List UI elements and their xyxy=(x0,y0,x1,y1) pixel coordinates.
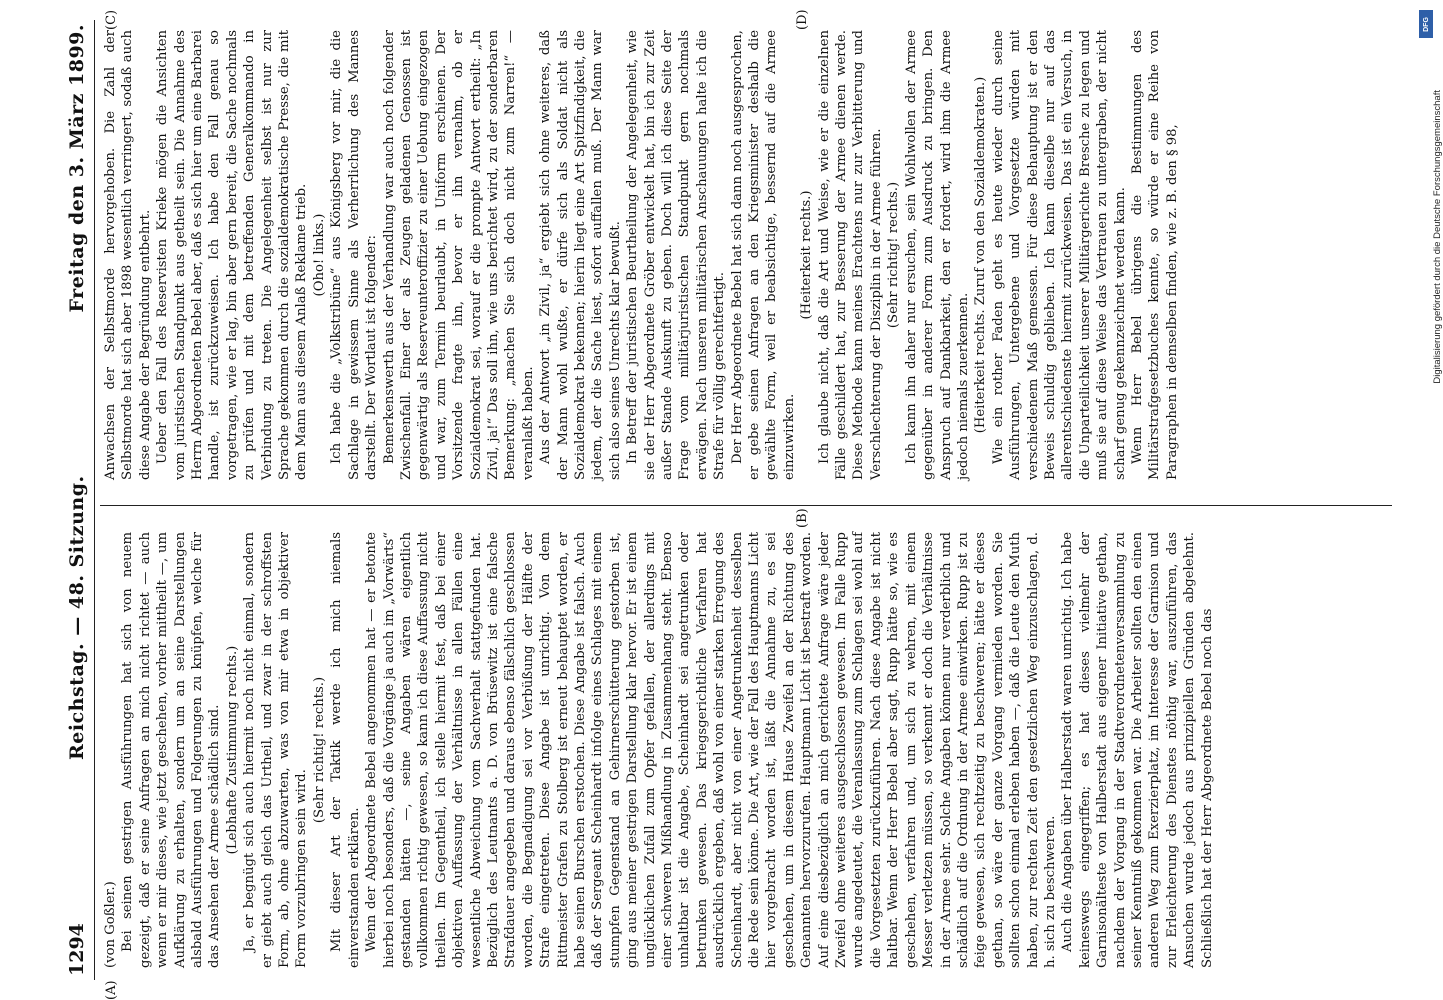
left-text-column xyxy=(102,532,1400,968)
dfg-sidebar xyxy=(1418,10,1443,990)
paragraph: (von Goßler.) xyxy=(103,881,118,968)
interjection: (Heiterkeit rechts.) xyxy=(799,190,815,320)
paragraph: Auch die Angaben über Halberstadt waren unrichtig. Ich habe keineswegs eingegriffen; es hat dieses vielmehr der Garnisonälteste von Halberstadt aus eigener Initiative gethan, nachdem der Vorgang in der Stadtverordnetenversammlung zu seiner Kenntniß gekommen war. Die Arbeiter sollten den einen anderen Weg zum Exerzierplatz, im Interesse der Garnison und zur Erleichterung des Dienstes nöthig war, auszuführen, das Ansuchen wurde jedoch aus prinzipiellen Gründen abgelehnt. Schließlich hat der Herr Abgeordnete Bebel noch das xyxy=(1060,532,1215,968)
paragraph: Ueber den Fall des Reservisten Krieke mögen die Ansichten vom juristischen Standpunkt aus getheilt sein. Die Annahme des Herrn Abgeordneten Bebel aber, daß es sich hier um eine Barbarei handle, ist zurückzuweisen. Ich habe den Fall genau so vorgetragen, wie er lag, bin aber gern bereit, die Sache nochmals zu prüfen und mit dem betreffenden Generalkommando in Verbindung zu treten. Die Angelegenheit selbst ist nur zur Sprache gekommen durch die sozialdemokratische Presse, die mit dem Mann aus diesem Anlaß Reklame trieb. xyxy=(155,30,310,480)
right-text-column xyxy=(102,30,1400,480)
paragraph: Aus der Antwort „in Zivil, ja“ ergiebt sich ohne weiteres, daß der Mann wohl wußte, er dürfe sich als Soldat nicht als Sozialdemokrat bekennen; hierin liegt eine Art Spitzfindigkeit, die jedem, der die Sache liest, sofort auffallen muß. Der Mann war sich also seines Unrechts klar bewußt. xyxy=(538,30,623,480)
paragraph: Wenn der Abgeordnete Bebel angenommen hat — er betonte hierbei noch besonders, daß die Vorgänge ja auch im „Vorwärts“ gestanden hätten —, seine Angaben wären eigentlich vollkommen richtig gewesen, so kann ich diese Auffassung nicht theilen. Im Gegentheil, ich stelle hiermit fest, daß bei einer objektiven Auffassung der Verhältnisse in allen Fällen eine wesentliche Abweichung vom Sachverhalt stattgefunden hat. Bezüglich des Leutnants a. D. von Brüsewitz ist eine falsche Strafdauer angegeben und daraus ebenso fälschlich geschlossen worden, die Begnadigung sei vor Verbüßung der Hälfte der Strafe eingetreten. Diese Angabe ist unrichtig. Von dem Rittmeister Grafen zu Stolberg ist erneut behauptet worden, er habe seinen Burschen erstochen. Diese Angabe ist falsch. Auch daß der Sergeant Scheinhardt infolge eines Schlages mit einem stumpfen Gegenstand an Gehirnerschütterung gestorben ist, ging aus meiner gestrigen Darstellung klar hervor. Er ist einem unglücklichen Zufall zum Opfer gefallen, der allerdings mit einer schweren Mißhandlung in Zusammenhang steht. Ebenso unhaltbar ist die Angabe, Scheinhardt sei angetrunken oder betrunken gewesen. Das kriegsgerichtliche Verfahren hat ausdrücklich ergeben, daß wohl von einer starken Erregung des Scheinhardt, aber nicht von einer Angetrunkenheit desselben die Rede sein könne. Die Art, wie der Fall des Hauptmanns Licht hier vorgebracht worden ist, läßt die Annahme zu, es sei geschehen, um in diesem Hause Zweifel an der Richtung des Genannten hervorzurufen. Hauptmann Licht ist bestraft worden. Auf eine diesbezüglich an mich gerichtete Anfrage wäre jeder Zweifel ohne weiteres ausgeschlossen gewesen. Im Falle Rupp wurde angedeutet, die Veranlassung zum Schlagen sei wohl auf die Vorgesetzten zurückzuführen. Nach diese Angabe ist nicht haltbar. Wenn der Herr Bebel aber sagt, Rupp hätte so, wie es geschehen, verfahren und, um sich zu wehren, mit einem Messer verletzen müssen, so verkennt er doch die Verhältnisse in der Armee sehr. Solche Angaben können nur verderblich und schädlich auf die Ordnung in der Armee einwirken. Rupp ist zu feige gewesen, sich rechtzeitig zu beschweren; hätte er dieses gethan, so wäre der ganze Vorgang vermieden worden. Sie sollten schon einmal erleben haben —, daß die Leute den Muth haben, zur rechten Zeit den gesetzlichen Weg einzuschlagen, d. h. sich zu beschweren. xyxy=(364,532,1058,968)
running-header xyxy=(60,20,95,980)
paragraph: Mit dieser Art der Taktik werde ich mich niemals einverstanden erklären. xyxy=(329,532,362,968)
interjection: (Heiterkeit rechts. Zuruf von den Sozialdemokraten.) xyxy=(973,76,989,434)
paragraph: Der Herr Abgeordnete Bebel hat sich dann noch ausgesprochen, er gebe seinen Anfragen an den Kriegsminister deshalb die gewählte Form, weil er beabsichtige, bessernd auf die Armee einzuwirken. xyxy=(729,30,797,480)
paragraph: Wenn Herr Bebel übrigens die Bestimmungen des Militärstrafgesetzbuches kennte, so würde er eine Reihe von Paragraphen in demselben finden, wie z. B. den § 98, xyxy=(1129,30,1180,480)
margin-marker-a: (A) xyxy=(104,980,119,1000)
paragraph: Ja, er begnügt sich auch hiermit noch nicht einmal, sondern er giebt auch gleich das Urtheil, und zwar in der schroffsten Form, ab, ohne abzuwarten, was von mir etwa in objektiver Form vorzubringen sein wird. xyxy=(242,532,310,968)
column-divider xyxy=(100,505,1392,506)
rotated-page-content xyxy=(60,9,1400,1000)
interjection: (Sehr richtig! rechts.) xyxy=(311,676,327,824)
paragraph: In Betreff der juristischen Beurtheilung der Angelegenheit, wie sie der Herr Abgeordnete Gröber entwickelt hat, bin ich zur Zeit außer Stande Auskunft zu geben. Doch will ich diese Seite der Frage vom militärjuristischen Standpunkt gern nochmals erwägen. Nach unseren militärischen Anschauungen halte ich die Strafe für völlig gerechtfertigt. xyxy=(625,30,728,480)
margin-marker-d: (D) xyxy=(795,9,810,30)
interjection: (Oho! links.) xyxy=(311,213,327,297)
margin-marker-c: (C) xyxy=(104,9,119,30)
dfg-logo: DFG xyxy=(1419,10,1433,38)
interjection: (Lebhafte Zustimmung rechts.) xyxy=(224,645,240,855)
paragraph: Ich habe die „Volkstribüne“ aus Königsberg vor mir, die die Sachlage in gewissem Sinne als Verherrlichung des Mannes darstellt. Der Wortlaut ist folgender: xyxy=(329,30,380,480)
paragraph: Ich kann ihn daher nur ersuchen, sein Wohlwollen der Armee gegenüber in anderer Form zum Ausdruck zu bringen. Den Anspruch auf Dankbarkeit, den er fordert, wird ihm die Armee jedoch niemals zuerkennen. xyxy=(903,30,971,480)
page-number: 1294 xyxy=(66,923,88,976)
margin-marker-b: (B) xyxy=(795,508,810,528)
paragraph: Ich glaube nicht, daß die Art und Weise, wie er die einzelnen Fälle geschildert hat, zur Besserung der Armee dienen werde. Diese Methode kann meines Erachtens nur zur Verbitterung und Verschlechterung der Disziplin in der Armee führen. xyxy=(816,30,884,480)
paragraph: Bemerkenswerth aus der Verhandlung war auch noch folgender Zwischenfall. Einer der als Zeugen geladenen Genossen ist gegenwärtig als Reserveunteroffizier zu einer Uebung eingezogen und war, zum Termin beurlaubt, in Uniform erschienen. Der Vorsitzende fragte ihn, bevor er ihn vernahm, ob er Sozialdemokrat sei, worauf er die prompte Antwort ertheilt: „In Zivil, ja!“ Das soll ihn, wie uns berichtet wird, zu der sonderbaren Bemerkung: „machen Sie sich doch nicht zum Narren!“ — veranlaßt haben. xyxy=(381,30,536,480)
paragraph: Wie ein rother Faden geht es heute wieder durch seine Ausführungen, Untergebene und Vorgesetzte würden mit verschiedenem Maß gemessen. Für diese Behauptung ist er den Beweis schuldig geblieben. Ich kann dieselbe nur auf das allerentschiedenste hiermit zurückweisen. Das ist ein Versuch, in die Unparteilichkeit unserer Militärgerichte Bresche zu legen und muß sie auf diese Weise das Vertrauen zu untergraben, der nicht scharf genug gekennzeichnet werden kann. xyxy=(990,30,1128,480)
paragraph: Bei seinen gestrigen Ausführungen hat sich von neuem gezeigt, daß er seine Anfragen an mich nicht richtet — auch wenn er mir dieses, wie jetzt geschehen, vorher mittheilt —, um Aufklärung zu erhalten, sondern um an seine Darstellungen alsbald Ausführungen und Folgerungen zu knüpfen, welche für das Ansehen der Armee schädlich sind. xyxy=(120,532,223,968)
interjection: (Sehr richtig! rechts.) xyxy=(886,181,902,329)
dfg-funding-note: Digitalisierung gefördert durch die Deutsche Forschungsgemeinschaft xyxy=(1432,90,1443,384)
paragraph: Anwachsen der Selbstmorde hervorgehoben. Die Zahl der Selbstmorde hat sich aber 1898 wesentlich verringert, sodaß auch diese Angabe der Begründung entbehrt. xyxy=(103,30,153,480)
session-title: Reichstag. — 48. Sitzung. xyxy=(66,475,88,760)
session-date: Freitag den 3. März 1899. xyxy=(66,24,88,313)
